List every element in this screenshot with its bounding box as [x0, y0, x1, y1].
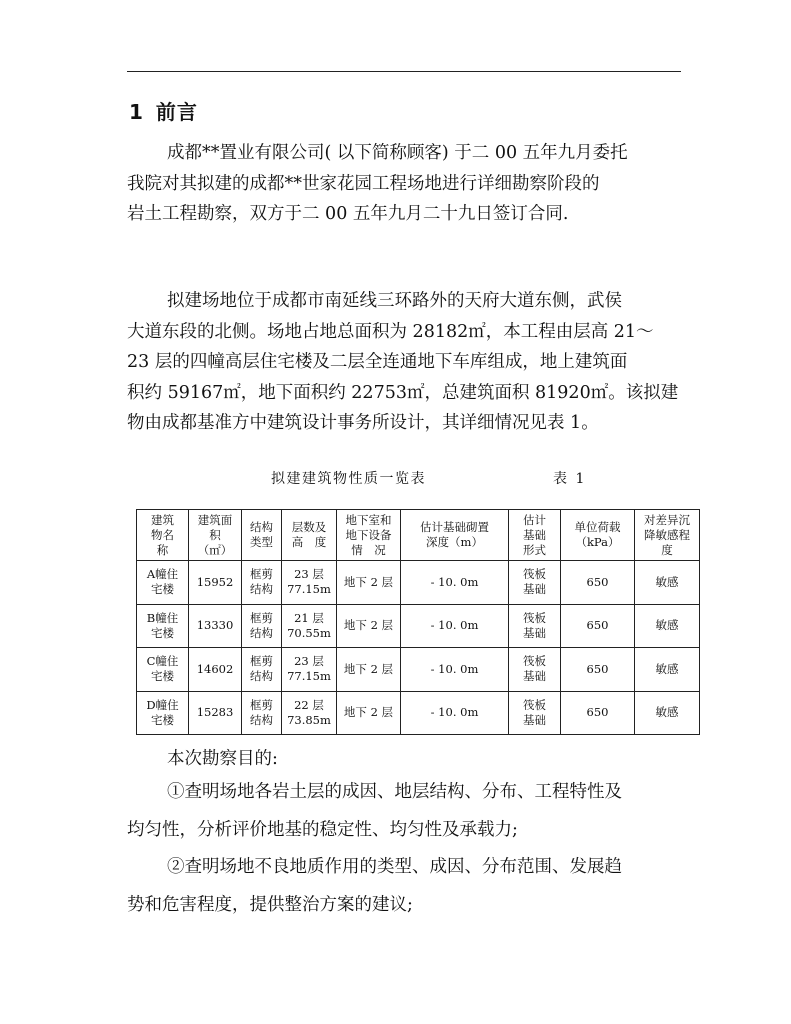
purpose-item-1	[127, 773, 622, 849]
header-building-name: 建筑 物名 称	[137, 510, 189, 561]
table-caption: 拟建建筑物性质一览表	[271, 471, 426, 487]
cell-foundation: 筏板 基础	[509, 648, 561, 692]
cell-depth: - 10. 0m	[401, 691, 509, 735]
section-heading	[129, 96, 198, 125]
table-row	[137, 561, 700, 605]
header-foundation-depth: 估计基础砌置 深度（m）	[401, 510, 509, 561]
paragraph-commission	[127, 138, 628, 230]
paragraph-line: 23 层的四幢高层住宅楼及二层全连通地下车库组成，地上建筑面	[127, 352, 628, 372]
header-floors-height: 层数及 高 度	[282, 510, 337, 561]
cell-sensitivity: 敏感	[635, 648, 700, 692]
header-settlement-sensitivity: 对差异沉 降敏感程 度	[635, 510, 700, 561]
header-foundation-type: 估计 基础 形式	[509, 510, 561, 561]
paragraph-line: 成都**置业有限公司( 以下简称顾客) 于二 00 五年九月委托	[167, 143, 628, 163]
table-row	[137, 691, 700, 735]
cell-area: 15952	[189, 561, 242, 605]
cell-area: 13330	[189, 604, 242, 648]
cell-structure: 框剪 结构	[242, 604, 282, 648]
cell-load: 650	[561, 691, 635, 735]
cell-building-name: B幢住 宅楼	[137, 604, 189, 648]
section-title: 前言	[155, 100, 198, 124]
cell-floors: 23 层 77.15m	[282, 561, 337, 605]
purpose-line: 均匀性，分析评价地基的稳定性、均匀性及承载力;	[127, 820, 518, 840]
building-properties-table	[136, 509, 700, 735]
cell-building-name: A幢住 宅楼	[137, 561, 189, 605]
table-row	[137, 604, 700, 648]
paragraph-line: 我院对其拟建的成都**世家花园工程场地进行详细勘察阶段的	[127, 173, 600, 194]
header-rule	[127, 71, 681, 72]
cell-foundation: 筏板 基础	[509, 691, 561, 735]
paragraph-line: 积约 59167㎡，地下面积约 22753㎡，总建筑面积 81920㎡。该拟建	[127, 382, 679, 403]
cell-load: 650	[561, 561, 635, 605]
cell-depth: - 10. 0m	[401, 561, 509, 605]
cell-basement: 地下 2 层	[337, 648, 401, 692]
cell-depth: - 10. 0m	[401, 604, 509, 648]
purpose-line: ②查明场地不良地质作用的类型、成因、分布范围、发展趋	[167, 857, 622, 877]
paragraph-line: 大道东段的北侧。场地占地总面积为 28182㎡，本工程由层高 21～	[127, 321, 654, 342]
purpose-line: 势和危害程度，提供整治方案的建议;	[127, 895, 413, 915]
cell-sensitivity: 敏感	[635, 691, 700, 735]
header-basement: 地下室和 地下设备 情 况	[337, 510, 401, 561]
cell-basement: 地下 2 层	[337, 691, 401, 735]
cell-building-name: D幢住 宅楼	[137, 691, 189, 735]
header-floor-area: 建筑面 积 （㎡）	[189, 510, 242, 561]
cell-area: 15283	[189, 691, 242, 735]
cell-floors: 23 层 77.15m	[282, 648, 337, 692]
cell-building-name: C幢住 宅楼	[137, 648, 189, 692]
purpose-line: ①查明场地各岩土层的成因、地层结构、分布、工程特性及	[167, 782, 622, 802]
paragraph-line: 物由成都基准方中建筑设计事务所设计，其详细情况见表 1。	[127, 413, 599, 433]
paragraph-line: 岩土工程勘察，双方于二 00 五年九月二十九日签订合同.	[127, 204, 569, 224]
cell-structure: 框剪 结构	[242, 648, 282, 692]
table-header-row	[137, 510, 700, 561]
cell-floors: 22 层 73.85m	[282, 691, 337, 735]
table-number: 表 1	[553, 471, 587, 487]
paragraph-line: 拟建场地位于成都市南延线三环路外的天府大道东侧，武侯	[167, 291, 622, 311]
purpose-intro: 本次勘察目的:	[167, 749, 278, 769]
cell-basement: 地下 2 层	[337, 604, 401, 648]
cell-load: 650	[561, 604, 635, 648]
table-row	[137, 648, 700, 692]
cell-depth: - 10. 0m	[401, 648, 509, 692]
cell-structure: 框剪 结构	[242, 691, 282, 735]
cell-sensitivity: 敏感	[635, 604, 700, 648]
header-structure-type: 结构 类型	[242, 510, 282, 561]
cell-area: 14602	[189, 648, 242, 692]
purpose-item-2	[127, 848, 622, 924]
cell-sensitivity: 敏感	[635, 561, 700, 605]
cell-foundation: 筏板 基础	[509, 561, 561, 605]
cell-floors: 21 层 70.55m	[282, 604, 337, 648]
cell-load: 650	[561, 648, 635, 692]
header-unit-load: 单位荷载 （kPa）	[561, 510, 635, 561]
cell-foundation: 筏板 基础	[509, 604, 561, 648]
section-number: 1	[129, 100, 144, 124]
cell-basement: 地下 2 层	[337, 561, 401, 605]
cell-structure: 框剪 结构	[242, 561, 282, 605]
paragraph-site-description	[127, 286, 678, 439]
